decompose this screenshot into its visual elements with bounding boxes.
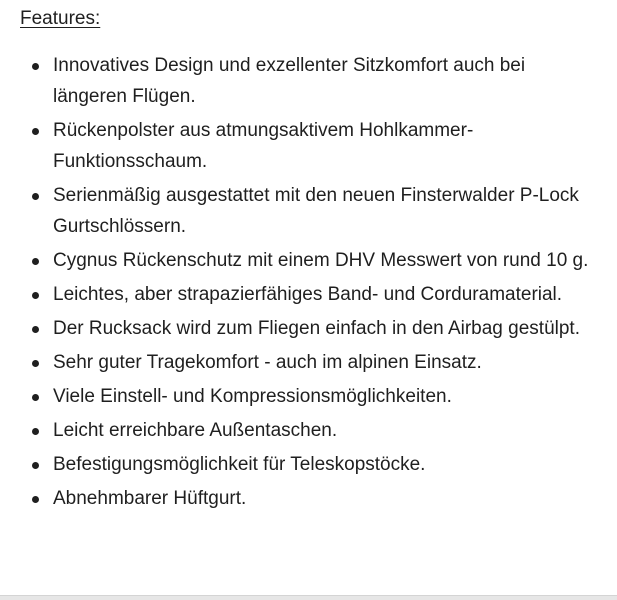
list-item: [20, 279, 600, 310]
list-item: [20, 50, 600, 112]
list-item: [20, 347, 600, 378]
features-list: [20, 50, 600, 514]
bullet-icon: [32, 326, 39, 333]
list-item: [20, 115, 600, 177]
bullet-icon: [32, 428, 39, 435]
list-item-text: Befestigungsmöglichkeit für Teleskopstöcke.: [53, 454, 426, 475]
bullet-icon: [32, 128, 39, 135]
list-item-text: Leicht erreichbare Außentaschen.: [53, 420, 338, 441]
bullet-icon: [32, 193, 39, 200]
list-item-text: Abnehmbarer Hüftgurt.: [53, 488, 247, 509]
list-item: [20, 313, 600, 344]
list-item: [20, 180, 600, 242]
bullet-icon: [32, 394, 39, 401]
bullet-icon: [32, 63, 39, 70]
list-item-text: Cygnus Rückenschutz mit einem DHV Messwert von rund 10 g.: [53, 250, 589, 271]
list-item: [20, 449, 600, 480]
bullet-icon: [32, 462, 39, 469]
features-section: [20, 6, 600, 517]
bullet-icon: [32, 360, 39, 367]
list-item-text: Leichtes, aber strapazierfähiges Band- und Corduramaterial.: [53, 284, 563, 305]
bullet-icon: [32, 258, 39, 265]
list-item: [20, 245, 600, 276]
bullet-icon: [32, 496, 39, 503]
list-item-text: Sehr guter Tragekomfort - auch im alpinen Einsatz.: [53, 352, 482, 373]
list-item-text: Viele Einstell- und Kompressionsmöglichkeiten.: [53, 386, 452, 407]
list-item: [20, 415, 600, 446]
bullet-icon: [32, 292, 39, 299]
list-item-text: Der Rucksack wird zum Fliegen einfach in den Airbag gestülpt.: [53, 318, 580, 339]
list-item-text: Serienmäßig ausgestattet mit den neuen Finsterwalder P-Lock Gurtschlössern.: [53, 185, 579, 237]
list-item: [20, 381, 600, 412]
list-item: [20, 483, 600, 514]
bottom-divider: [0, 595, 617, 600]
list-item-text: Innovatives Design und exzellenter Sitzkomfort auch bei längeren Flügen.: [53, 55, 526, 107]
features-heading: Features:: [20, 8, 101, 29]
list-item-text: Rückenpolster aus atmungsaktivem Hohlkammer-Funktionsschaum.: [53, 120, 474, 172]
